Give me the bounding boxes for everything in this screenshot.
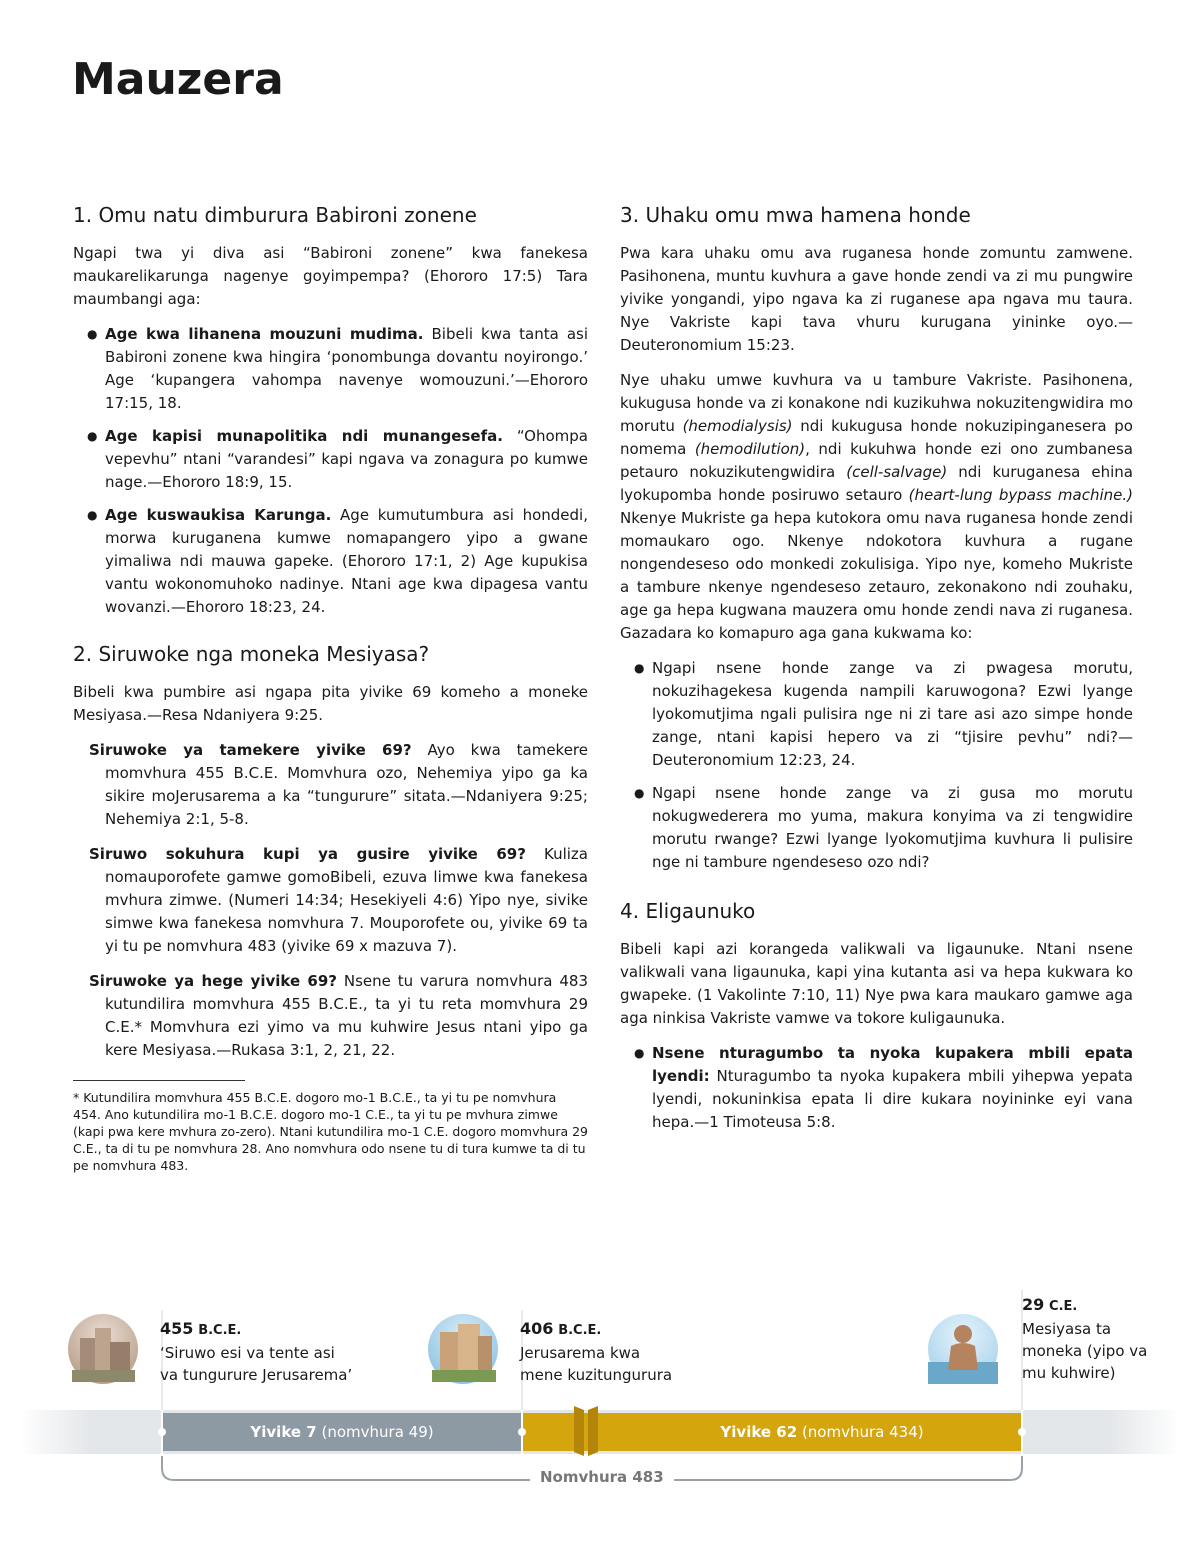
list-item: ● Nsene nturagumbo ta nyoka kupakera mbili epata lyendi: Nturagumbo ta nyoka kupakera mbili yihepwa yepata lyendi, nokuninkisa epata li dire kukara noyininke eyi vana hepa.—1 Timoteusa 5:8.	[620, 1042, 1133, 1134]
ruined-walls-illustration	[68, 1314, 138, 1384]
list-item: ● Age kuswaukisa Karunga. Age kumutumbura asi hondedi, morwa kuruganena kumwe nomapangero yipo a gwane yimaliwa ndi mauwa gapeke. (Ehororo 17:1, 2) Age kupukisa vantu wokonomuhoko nadinye. Ntani age kwa dipagesa vantu wovanzi.—Ehororo 18:23, 24.	[73, 504, 588, 619]
list-item: ● Ngapi nsene honde zange va zi pwagesa morutu, nokuzihagekesa kugenda nampili karuwogona? Ezwi lyange lyokomutjima ngali pulisira nge ni zi tare asi azo simpe honde zange, ntani kapisi hepero va zi “tjisire pevhu” ndi?—Deuteronomium 12:23, 24.	[620, 657, 1133, 772]
list-item: ● Ngapi nsene honde zange va zi gusa mo morutu nokugwederera mo yuma, makura konyima va zi tengwidire morutu rwange? Ezwi lyange lyokomutjima kuvhura li pulisire nge ni tambure ngendeseso ozo ndi?	[620, 782, 1133, 874]
question-answer: Siruwo sokuhura kupi ya gusire yivike 69? Kuliza nomauporofete gamwe gomoBibeli, ezuva limwe kwa fanekesa mvhura zimwe. (Numeri 14:34; Hesekiyeli 4:6) Yipo nye, sivike simwe kwa fanekesa nomvhura 7. Mouporofete ou, yivike 69 ta yi tu pe nomvhura 483 (yivike 69 x mazuva 7).	[89, 845, 588, 955]
list-item: ● Age kapisi munapolitika ndi munangesefa. “Ohompa vepevhu” ntani “varandesi” kapi ngava va zonagura po kumwe nage.—Ehororo 18:9, 15.	[73, 425, 588, 494]
list-item: ● Age kwa lihanena mouzuni mudima. Bibeli kwa tanta asi Babironi zonene kwa hingira ‘ponombunga dovantu noyirongo.’ Age ‘kupangera vahompa navenye womouzuni.’—Ehororo 17:15, 18.	[73, 323, 588, 415]
section-3-heading: 3. Uhaku omu mwa hamena honde	[620, 203, 971, 227]
section-1-intro: Ngapi twa yi diva asi “Babironi zonene” kwa fanekesa maukarelikarunga nagenye goyimpempa? (Ehororo 17:5) Tara maumbangi aga:	[73, 244, 588, 308]
event-29: 29 C.E. Mesiyasa ta moneka (yipo va mu kuhwire)	[1022, 1295, 1148, 1382]
footnote-divider	[73, 1080, 245, 1081]
footnote: * Kutundilira momvhura 455 B.C.E. dogoro mo-1 B.C.E., ta yi tu pe nomvhura 454. Ano kutundilira mo-1 B.C.E. dogoro mo-1 C.E., ta yi tu pe mvhura zimwe (kapi pwa kere mvhura zo-zero). Ntani kutundilira mo-1 C.E. dogoro momvhura 29 C.E., ta di tu pe nomvhura 28. Ano nomvhura odo nsene tu di tura kumwe ta di tu pe nomvhura 483.	[73, 1090, 589, 1173]
jesus-baptism-illustration	[928, 1314, 998, 1384]
question-answer: Siruwoke ya hege yivike 69? Nsene tu varura nomvhura 483 kutundilira momvhura 455 B.C.E., ta yi tu reta momvhura 29 C.E.* Momvhura ezi yimo va mu kuhwire Jesus ntani yipo ga kere Mesiyasa.—Rukasa 3:1, 2, 21, 22.	[89, 972, 588, 1059]
bar-62-label: Yivike 62 (nomvhura 434)	[720, 1423, 924, 1441]
left-column	[73, 200, 588, 1174]
total-years-label: Nomvhura 483	[534, 1467, 670, 1487]
section-4-para: Bibeli kapi azi korangeda valikwali va ligaunuke. Ntani nsene valikwali vana ligaunuka, kapi yina kutanta asi va hepa kukwara ko gwapeke. (1 Vakolinte 7:10, 11) Nye pwa kara maukaro gamwe aga aga ninkisa Vakriste vamwe va tokore kuligaunuka.	[620, 940, 1133, 1027]
section-1-heading: 1. Omu natu dimburura Babironi zonene	[73, 203, 477, 227]
section-3-para-2: Nye uhaku umwe kuvhura va u tambure Vakriste. Pasihonena, kukugusa honde va zi konakone ndi kuzikuhwa nokuzitengwidira mo morutu (hemodialysis) ndi kukugusa honde nokuzipinganesera po nomema (hemodilution), ndi kukuhwa honde ezi ono zumbanesa petauro nokuzikutengwidira (cell-salvage) ndi kuruganesa ehina lyokupomba honde posiruwo setauro (heart-lung bypass machine.) Nkenye Mukriste ga hepa kutokora omu nava ruganesa honde zendi momaukaro ogo. Nkenye ndokotora kuvhura a rugane nongendeseso odo monkedi zokulisiga. Yipo nye, komeho Mukriste a tambure nkenye ngendeseso zetauro, zekonakono ndi zouhaku, age ga hepa kugwana mauzera omu honde zendi nava zi ruganesa. Gazadara ko komapuro aga gana kukwama ko:	[620, 371, 1133, 642]
question-answer: Siruwoke ya tamekere yivike 69? Ayo kwa tamekere momvhura 455 B.C.E. Momvhura ozo, Nehemiya yipo ga ka sikire moJerusarema a ka “tungurure” sitata.—Ndaniyera 9:25; Nehemiya 2:1, 5-8.	[89, 741, 589, 828]
section-2-heading: 2. Siruwoke nga moneka Mesiyasa?	[73, 642, 430, 666]
section-4-bullets	[620, 1042, 1133, 1134]
section-1-bullets	[73, 323, 588, 619]
event-455: 455 B.C.E. ‘Siruwo esi va tente asi va tungurure Jerusarema’	[160, 1319, 353, 1384]
bar-7-label: Yivike 7 (nomvhura 49)	[250, 1423, 434, 1441]
event-406: 406 B.C.E. Jerusarema kwa mene kuzitungurura	[520, 1319, 673, 1384]
section-3-para-1: Pwa kara uhaku omu ava ruganesa honde zomuntu zamwene. Pasihonena, muntu kuvhura a gave honde zendi va zi mu pungwire yivike yongandi, yipo ngava ka zi ruganese apa ngava mu taura. Nye Vakriste kapi tava vhuru kurugana yininke oyo.—Deuteronomium 15:23.	[620, 244, 1133, 354]
right-column	[620, 200, 1133, 1144]
page-title: Mauzera	[72, 54, 284, 105]
rebuilt-walls-illustration	[428, 1314, 498, 1384]
section-2-intro: Bibeli kwa pumbire asi ngapa pita yivike 69 komeho a moneke Mesiyasa.—Resa Ndaniyera 9:25.	[73, 683, 588, 724]
timeline	[0, 1290, 1200, 1543]
section-4-heading: 4. Eligaunuko	[620, 899, 756, 923]
section-3-bullets	[620, 657, 1133, 874]
